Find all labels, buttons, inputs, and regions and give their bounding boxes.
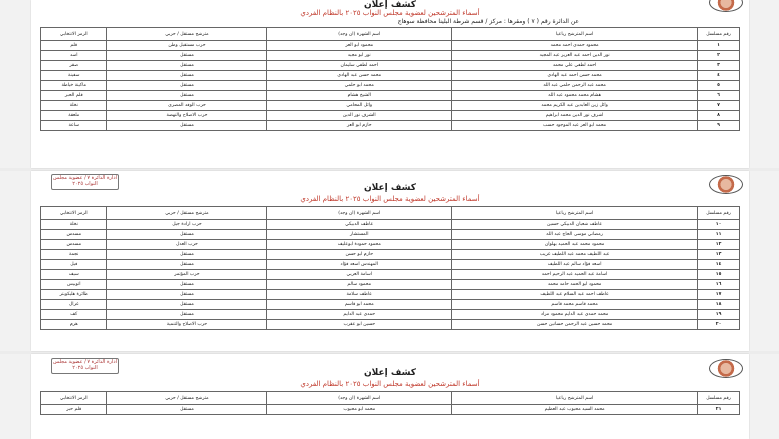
cell-name: عبد اللطيف محمد عبد اللطيف غريب (452, 250, 698, 260)
cell-name: محمود حمدي احمد محمد (452, 41, 698, 51)
cell-name: محمد السيد محبوب عبد العظيم (452, 405, 698, 415)
cell-symbol: اتوبيس (41, 280, 107, 290)
cell-fame: وائل المحامي (267, 101, 452, 111)
cell-fame: الشيخ هشام (267, 91, 452, 101)
cell-indep: حزب ارادة جيل (107, 220, 267, 230)
cell-no: ٦ (698, 91, 740, 101)
cell-name: اسامة عبد الحميد عبد الرحيم احمد (452, 270, 698, 280)
col-header-no: رقم مسلسل (698, 28, 740, 41)
cell-no: ٢ (698, 51, 740, 61)
col-header-no: رقم مسلسل (698, 392, 740, 405)
cell-fame: حسين ابو عقرب (267, 320, 452, 330)
cell-indep: حزب الوفد المصري (107, 101, 267, 111)
cell-symbol: ماكينة خياطة (41, 81, 107, 91)
cell-name: محمد حمدي عبد الدايم محمود مراد (452, 310, 698, 320)
cell-indep: مستقل (107, 250, 267, 260)
table-row (41, 91, 740, 101)
cell-no: ١٨ (698, 300, 740, 310)
table-row (41, 81, 740, 91)
col-header-symbol: الرمز الانتخابي (41, 28, 107, 41)
cell-name: احمد لطفي علي محمد (452, 61, 698, 71)
col-header-name: اسم المترشح رباعيا (452, 392, 698, 405)
cell-name: محمد قاسم محمد قاسم (452, 300, 698, 310)
cell-indep: مستقل (107, 405, 267, 415)
cell-no: ٣ (698, 61, 740, 71)
cell-indep: مستقل (107, 81, 267, 91)
cell-fame: محمود حمودة ابوعليف (267, 240, 452, 250)
district-line: عن الدائرة رقم ( ٧ ) ومقرها : مركز / قسم شرطة البلينا محافظة سوهاج (397, 18, 579, 25)
table-row (41, 111, 740, 121)
cell-no: ١٦ (698, 280, 740, 290)
cell-name: محمد عبد الرحمن حلمي عبد الله (452, 81, 698, 91)
col-header-no: رقم مسلسل (698, 207, 740, 220)
col-header-symbol: الرمز الانتخابي (41, 207, 107, 220)
col-header-symbol: الرمز الانتخابي (41, 392, 107, 405)
table-body (41, 41, 740, 131)
cell-fame: احمد لطفي سليمان (267, 61, 452, 71)
cell-fame: الشرف نور الدين (267, 111, 452, 121)
cell-fame: المستشار (267, 230, 452, 240)
col-header-indep: مترشح مستقل / حزبي (107, 28, 267, 41)
cell-indep: مستقل (107, 230, 267, 240)
cell-symbol: مسدس (41, 240, 107, 250)
page-subtitle: أسماء المترشحين لعضوية مجلس النواب ٢٠٢٥ بالنظام الفردي (300, 9, 480, 17)
cell-indep: حزب الاصلاح والتنمية (107, 320, 267, 330)
page-heading: كشف إعلان (364, 183, 416, 193)
cell-symbol: اسد (41, 51, 107, 61)
cell-name: وائل زين العابدين عبد الكريم محمد (452, 101, 698, 111)
cell-indep: حزب المؤتمر (107, 270, 267, 280)
cell-name: محمد حسن احمد عبد الهادي (452, 71, 698, 81)
cell-symbol: هرم (41, 320, 107, 330)
cell-name: محمود محمد عبد الحميد بهلوان (452, 240, 698, 250)
document-page-1 (31, 0, 749, 168)
table-row (41, 250, 740, 260)
page-heading: كشف إعلان (364, 368, 416, 378)
cell-symbol: ساعة (41, 121, 107, 131)
cell-symbol: سيف (41, 270, 107, 280)
col-header-name: اسم المترشح رباعيا (452, 207, 698, 220)
cell-no: ٤ (698, 71, 740, 81)
cell-indep: حزب الاصلاح والنهضة (107, 111, 267, 121)
table-row (41, 61, 740, 71)
cell-fame: المهندس اسعد فؤاد (267, 260, 452, 270)
cell-name: عاطف احمد عبد السلام عبد اللطيف (452, 290, 698, 300)
cell-indep: مستقل (107, 61, 267, 71)
cell-indep: حزب مستقبل وطن (107, 41, 267, 51)
cell-name: محمد ابو العز عبد الموجود حسب (452, 121, 698, 131)
cell-symbol: نخلة (41, 101, 107, 111)
cell-no: ١٣ (698, 250, 740, 260)
cell-symbol: كف (41, 310, 107, 320)
cell-no: ١١ (698, 230, 740, 240)
cell-symbol: نخلة (41, 220, 107, 230)
table-row (41, 300, 740, 310)
cell-no: ٨ (698, 111, 740, 121)
table-row (41, 121, 740, 131)
table-body (41, 405, 740, 415)
cell-indep: مستقل (107, 300, 267, 310)
cell-indep: مستقل (107, 280, 267, 290)
cell-name: محمود ابو الحمد حامد محمد (452, 280, 698, 290)
district-badge: ادارة الدائرة ٧ / عضوية مجلس النواب ٢٠٢٥ (51, 174, 119, 190)
cell-symbol: قلم حبر (41, 405, 107, 415)
cell-fame: حازم ابو حسن (267, 250, 452, 260)
cell-no: ١ (698, 41, 740, 51)
document-page-3 (31, 354, 749, 439)
cell-no: ٩ (698, 121, 740, 131)
cell-name: اشرف نور الدين محمد ابراهيم (452, 111, 698, 121)
table-row (41, 310, 740, 320)
cell-no: ١٧ (698, 290, 740, 300)
candidates-table (40, 391, 740, 415)
cell-symbol: سفينة (41, 71, 107, 81)
candidates-table (40, 27, 740, 131)
cell-symbol: قلم الحبر (41, 91, 107, 101)
cell-no: ١٤ (698, 260, 740, 270)
page-heading: كشف إعلان (364, 0, 416, 10)
cell-name: نور الدين احمد عبد العزيز عبد المجيد (452, 51, 698, 61)
cell-fame: محمود ابو العز (267, 41, 452, 51)
cell-fame: محمد ابو قاسم (267, 300, 452, 310)
district-badge: ادارة الدائرة ٧ / عضوية مجلس النواب ٢٠٢٥ (51, 358, 119, 374)
table-row (41, 220, 740, 230)
table-row (41, 71, 740, 81)
cell-name: محمد حسين عبد الرحمن حسانين حسن (452, 320, 698, 330)
cell-indep: حزب العدل (107, 240, 267, 250)
cell-symbol: قلم (41, 41, 107, 51)
cell-fame: نور ابو مجيد (267, 51, 452, 61)
cell-fame: حازم ابو العز (267, 121, 452, 131)
cell-no: ١٠ (698, 220, 740, 230)
document-page-2 (31, 171, 749, 351)
cell-fame: اسامة العربي (267, 270, 452, 280)
cell-indep: مستقل (107, 290, 267, 300)
cell-indep: مستقل (107, 71, 267, 81)
cell-fame: محمد ابو محبوب (267, 405, 452, 415)
cell-symbol: طائرة هليكوبتر (41, 290, 107, 300)
cell-fame: محمد ابو حلمي (267, 81, 452, 91)
table-row (41, 290, 740, 300)
cell-indep: مستقل (107, 310, 267, 320)
cell-no: ٧ (698, 101, 740, 111)
col-header-indep: مترشح مستقل / حزبي (107, 207, 267, 220)
cell-name: هشام محمد محمود عبد الله (452, 91, 698, 101)
col-header-name: اسم المترشح رباعيا (452, 28, 698, 41)
cell-indep: مستقل (107, 260, 267, 270)
cell-indep: مستقل (107, 121, 267, 131)
cell-symbol: غزال (41, 300, 107, 310)
table-row (41, 230, 740, 240)
table-row (41, 240, 740, 250)
table-row (41, 320, 740, 330)
cell-no: ٥ (698, 81, 740, 91)
cell-fame: محمد حسن عبد الهادي (267, 71, 452, 81)
table-body (41, 220, 740, 330)
col-header-fame: اسم الشهرة (ان وجد) (267, 392, 452, 405)
cell-fame: محمود سالم (267, 280, 452, 290)
cell-name: اسعد فؤاد سالم عبد اللطيف (452, 260, 698, 270)
table-row (41, 101, 740, 111)
table-row (41, 270, 740, 280)
cell-no: ١٢ (698, 240, 740, 250)
cell-indep: مستقل (107, 91, 267, 101)
cell-name: رمضاني موسى الحاج عبد الله (452, 230, 698, 240)
table-row (41, 260, 740, 270)
col-header-indep: مترشح مستقل / حزبي (107, 392, 267, 405)
table-row (41, 41, 740, 51)
cell-indep: مستقل (107, 51, 267, 61)
cell-symbol: صقر (41, 61, 107, 71)
cell-symbol: ملعقة (41, 111, 107, 121)
table-row (41, 51, 740, 61)
candidates-table (40, 206, 740, 330)
cell-symbol: فيل (41, 260, 107, 270)
page-subtitle: أسماء المترشحين لعضوية مجلس النواب ٢٠٢٥ بالنظام الفردي (300, 380, 480, 388)
cell-no: ١٥ (698, 270, 740, 280)
table-row (41, 280, 740, 290)
cell-fame: عاطف سلامة (267, 290, 452, 300)
cell-no: ٢١ (698, 405, 740, 415)
cell-name: عاطف شعبان الدبيكي حسين (452, 220, 698, 230)
page-subtitle: أسماء المترشحين لعضوية مجلس النواب ٢٠٢٥ بالنظام الفردي (300, 195, 480, 203)
table-row (41, 405, 740, 415)
cell-fame: حمدي عبد الدايم (267, 310, 452, 320)
cell-no: ٢٠ (698, 320, 740, 330)
cell-no: ١٩ (698, 310, 740, 320)
cell-symbol: نجمة (41, 250, 107, 260)
cell-fame: عاطف الدبيكي (267, 220, 452, 230)
col-header-fame: اسم الشهرة (ان وجد) (267, 28, 452, 41)
col-header-fame: اسم الشهرة (ان وجد) (267, 207, 452, 220)
cell-symbol: مسدس (41, 230, 107, 240)
